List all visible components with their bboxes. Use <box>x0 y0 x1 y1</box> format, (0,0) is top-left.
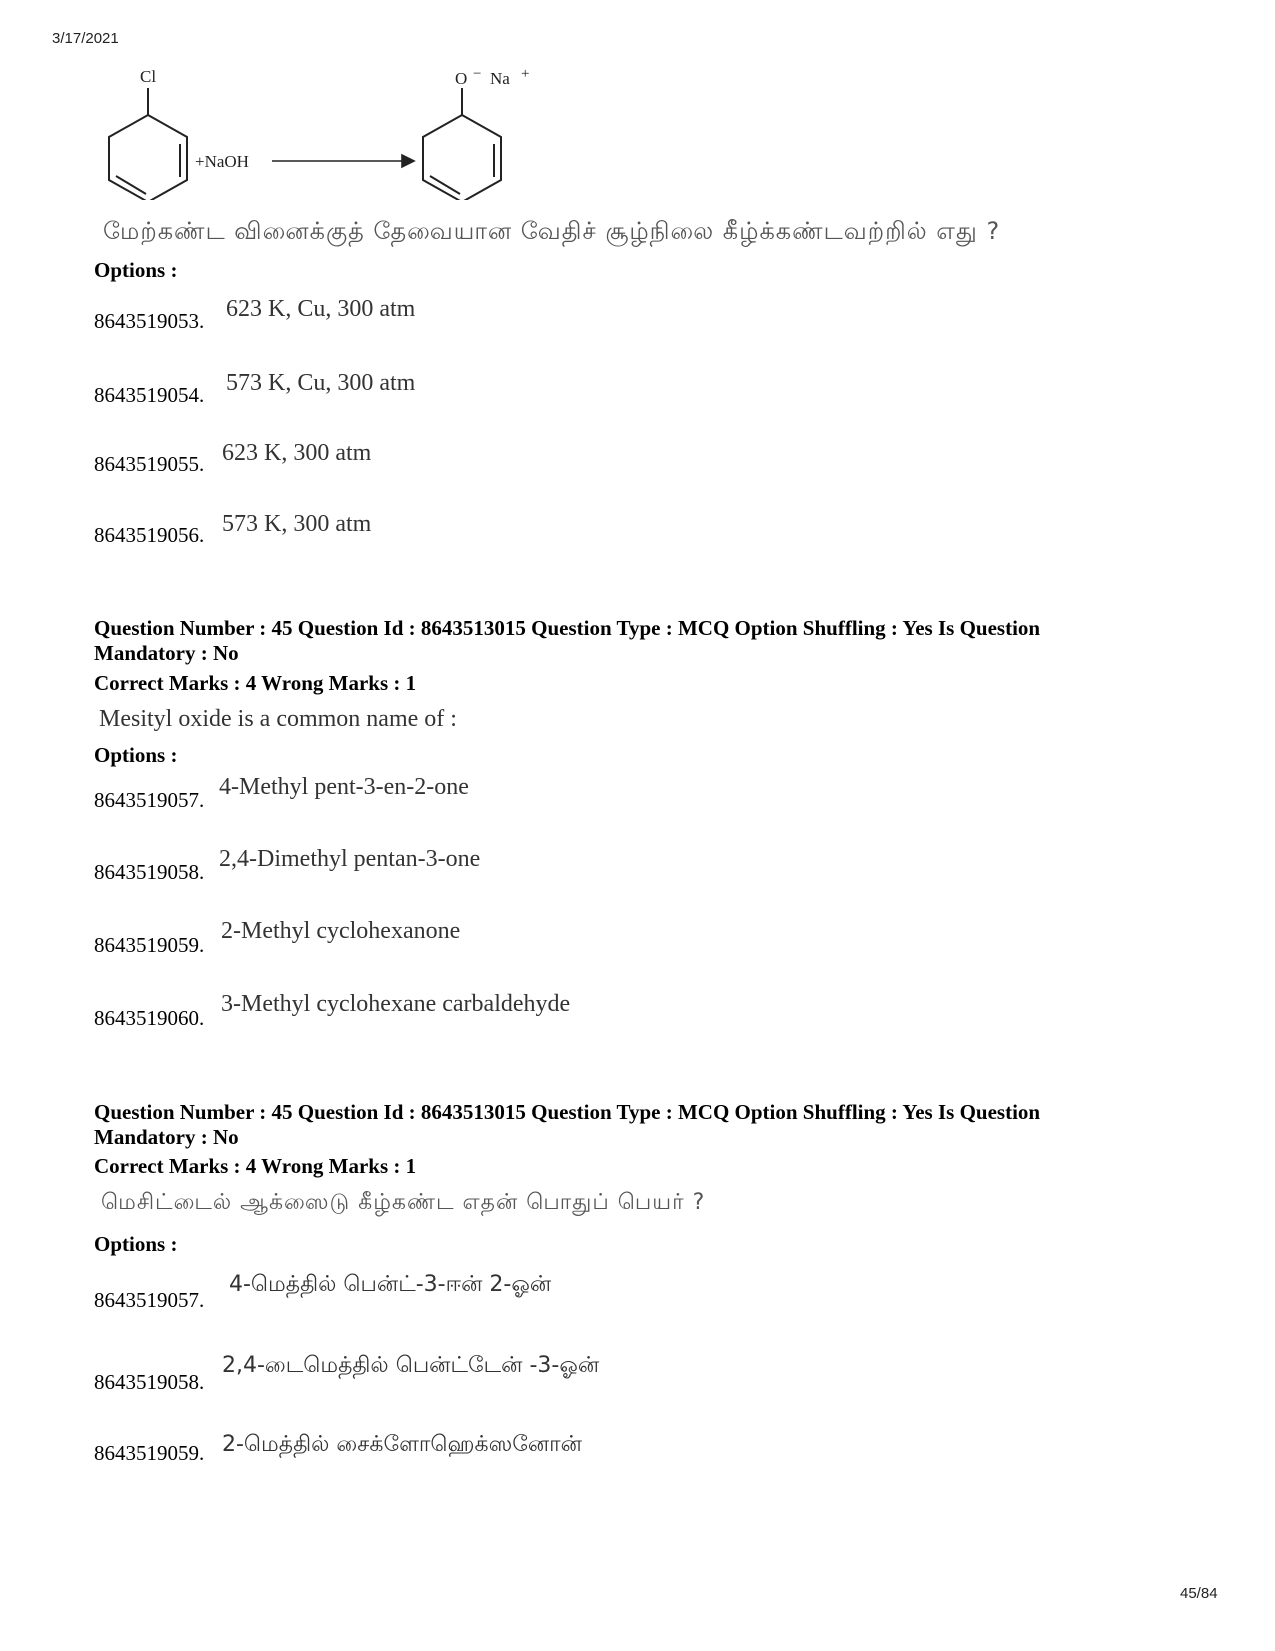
option-text: 4-Methyl pent-3-en-2-one <box>219 774 469 800</box>
option-id: 8643519053. <box>94 309 205 333</box>
option-id: 8643519060. <box>94 1006 205 1030</box>
option-id: 8643519056. <box>94 523 205 547</box>
option-text: 2,4-டைமெத்தில் பென்ட்டேன் -3-ஓன் <box>222 1353 600 1378</box>
options-label: Options : <box>94 743 178 767</box>
option-text: 2-மெத்தில் சைக்ளோஹெக்ஸனோன் <box>222 1432 582 1457</box>
options-label: Options : <box>94 1232 178 1256</box>
option-id: 8643519057. <box>94 1288 205 1312</box>
question-meta-line: Mandatory : No <box>94 641 239 665</box>
question-meta-line: Question Number : 45 Question Id : 8643513015 Question Type : MCQ Option Shuffling : Yes Is Question <box>94 1100 1041 1124</box>
page-number: 45/84 <box>1180 1585 1218 1602</box>
reactant-substituent-label: Cl <box>140 67 157 86</box>
product-substituent-label: O <box>455 69 468 88</box>
marks-info: Correct Marks : 4 Wrong Marks : 1 <box>94 1154 417 1178</box>
reagent-label: +NaOH <box>195 152 249 171</box>
question-meta <box>94 616 1194 666</box>
counterion-charge-label: + <box>521 66 530 82</box>
option-text: 2,4-Dimethyl pentan-3-one <box>219 846 481 872</box>
reaction-scheme <box>100 60 560 200</box>
option-text: 573 K, 300 atm <box>222 511 372 537</box>
option-id: 8643519055. <box>94 452 205 476</box>
option-id: 8643519057. <box>94 788 205 812</box>
chlorobenzene-structure <box>109 88 187 200</box>
option-text: 4-மெத்தில் பென்ட்-3-ஈன் 2-ஓன் <box>229 1272 552 1297</box>
option-id: 8643519058. <box>94 860 205 884</box>
product-charge-label: − <box>473 66 482 82</box>
sodium-phenoxide-structure <box>423 88 501 200</box>
question-meta <box>94 1100 1194 1150</box>
option-id: 8643519059. <box>94 1441 205 1465</box>
question-text-tamil: மேற்கண்ட வினைக்குத் தேவையான வேதிச் சூழ்நிலை கீழ்க்கண்டவற்றில் எது ? <box>103 217 1001 245</box>
options-label: Options : <box>94 258 178 282</box>
reaction-arrow <box>272 155 414 167</box>
option-text: 3-Methyl cyclohexane carbaldehyde <box>221 991 571 1017</box>
option-text: 623 K, Cu, 300 atm <box>226 296 416 322</box>
option-id: 8643519059. <box>94 933 205 957</box>
counterion-label: Na <box>490 69 510 88</box>
question-meta-line: Mandatory : No <box>94 1125 239 1149</box>
marks-info: Correct Marks : 4 Wrong Marks : 1 <box>94 671 417 695</box>
option-id: 8643519058. <box>94 1370 205 1394</box>
print-date: 3/17/2021 <box>52 30 119 47</box>
option-text: 2-Methyl cyclohexanone <box>221 918 461 944</box>
question-meta-line: Question Number : 45 Question Id : 8643513015 Question Type : MCQ Option Shuffling : Yes Is Question <box>94 616 1041 640</box>
option-id: 8643519054. <box>94 383 205 407</box>
option-text: 623 K, 300 atm <box>222 440 372 466</box>
question-text-tamil: மெசிட்டைல் ஆக்ஸைடு கீழ்கண்ட எதன் பொதுப் பெயர் ? <box>101 1190 706 1215</box>
option-text: 573 K, Cu, 300 atm <box>226 370 416 396</box>
question-text: Mesityl oxide is a common name of : <box>99 706 457 732</box>
